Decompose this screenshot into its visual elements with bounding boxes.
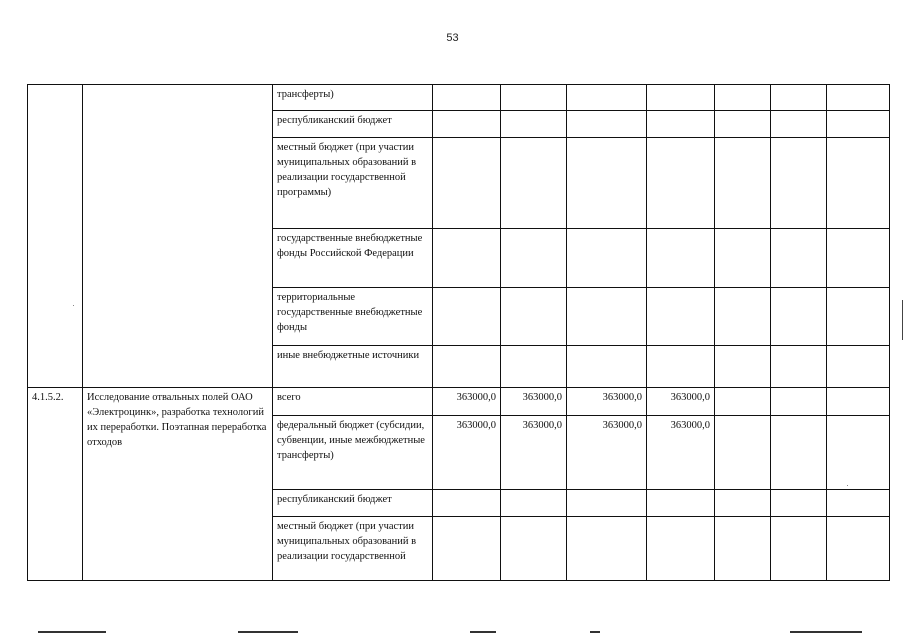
bottom-rule-fragment [38,631,106,633]
funding-source-cell: республиканский бюджет [273,111,433,138]
item-code: 4.1.5.2. [28,388,83,581]
name-cell-empty [83,85,273,388]
scan-edge-mark [902,300,903,340]
value-cell [827,388,890,416]
bottom-rule-fragment [470,631,496,633]
value-cell: 363000,0 [433,416,501,490]
funding-source-cell: всего [273,388,433,416]
value-cell [771,416,827,490]
value-cell [715,416,771,490]
value-cell [827,416,890,490]
funding-source-cell: иные внебюджетные источники [273,346,433,388]
value-cell [715,517,771,581]
value-cell [827,517,890,581]
value-cell [647,490,715,517]
funding-source-cell: местный бюджет (при участии муниципальных образований в реализации государственной [273,517,433,581]
funding-source-cell: федеральный бюджет (субсидии, субвенции, иные межбюджетные трансферты) [273,416,433,490]
value-cell [433,517,501,581]
value-cell: 363000,0 [501,416,567,490]
scan-speck [847,485,848,486]
value-cell [567,517,647,581]
code-cell-empty [28,85,83,388]
value-cell: 363000,0 [647,388,715,416]
value-cell [771,388,827,416]
value-cell: 363000,0 [567,388,647,416]
item-name: Исследование отвальных полей ОАО «Электроцинк», разработка технологий их переработки. Поэтапная переработка отходов [83,388,273,581]
value-cell [827,490,890,517]
value-cell [647,517,715,581]
value-cell [433,490,501,517]
bottom-rule-fragment [590,631,600,633]
table-row [28,85,890,111]
value-cell: 363000,0 [433,388,501,416]
value-cell: 363000,0 [647,416,715,490]
value-cell [771,490,827,517]
bottom-rule-fragment [790,631,862,633]
value-cell [567,490,647,517]
value-cell: 363000,0 [567,416,647,490]
budget-table [27,84,890,581]
funding-source-cell: территориальные государственные внебюджетные фонды [273,288,433,346]
value-cell: 363000,0 [501,388,567,416]
funding-source-cell: трансферты) [273,85,433,111]
value-cell [501,517,567,581]
funding-source-cell: республиканский бюджет [273,490,433,517]
value-cell [715,388,771,416]
table-row [28,388,890,416]
value-cell [715,490,771,517]
value-cell [501,490,567,517]
funding-source-cell: местный бюджет (при участии муниципальных образований в реализации государственной программы) [273,138,433,229]
bottom-rule-fragment [238,631,298,633]
scan-speck [73,305,74,306]
funding-source-cell: государственные внебюджетные фонды Российской Федерации [273,229,433,288]
page-number: 53 [446,32,459,44]
value-cell [771,517,827,581]
